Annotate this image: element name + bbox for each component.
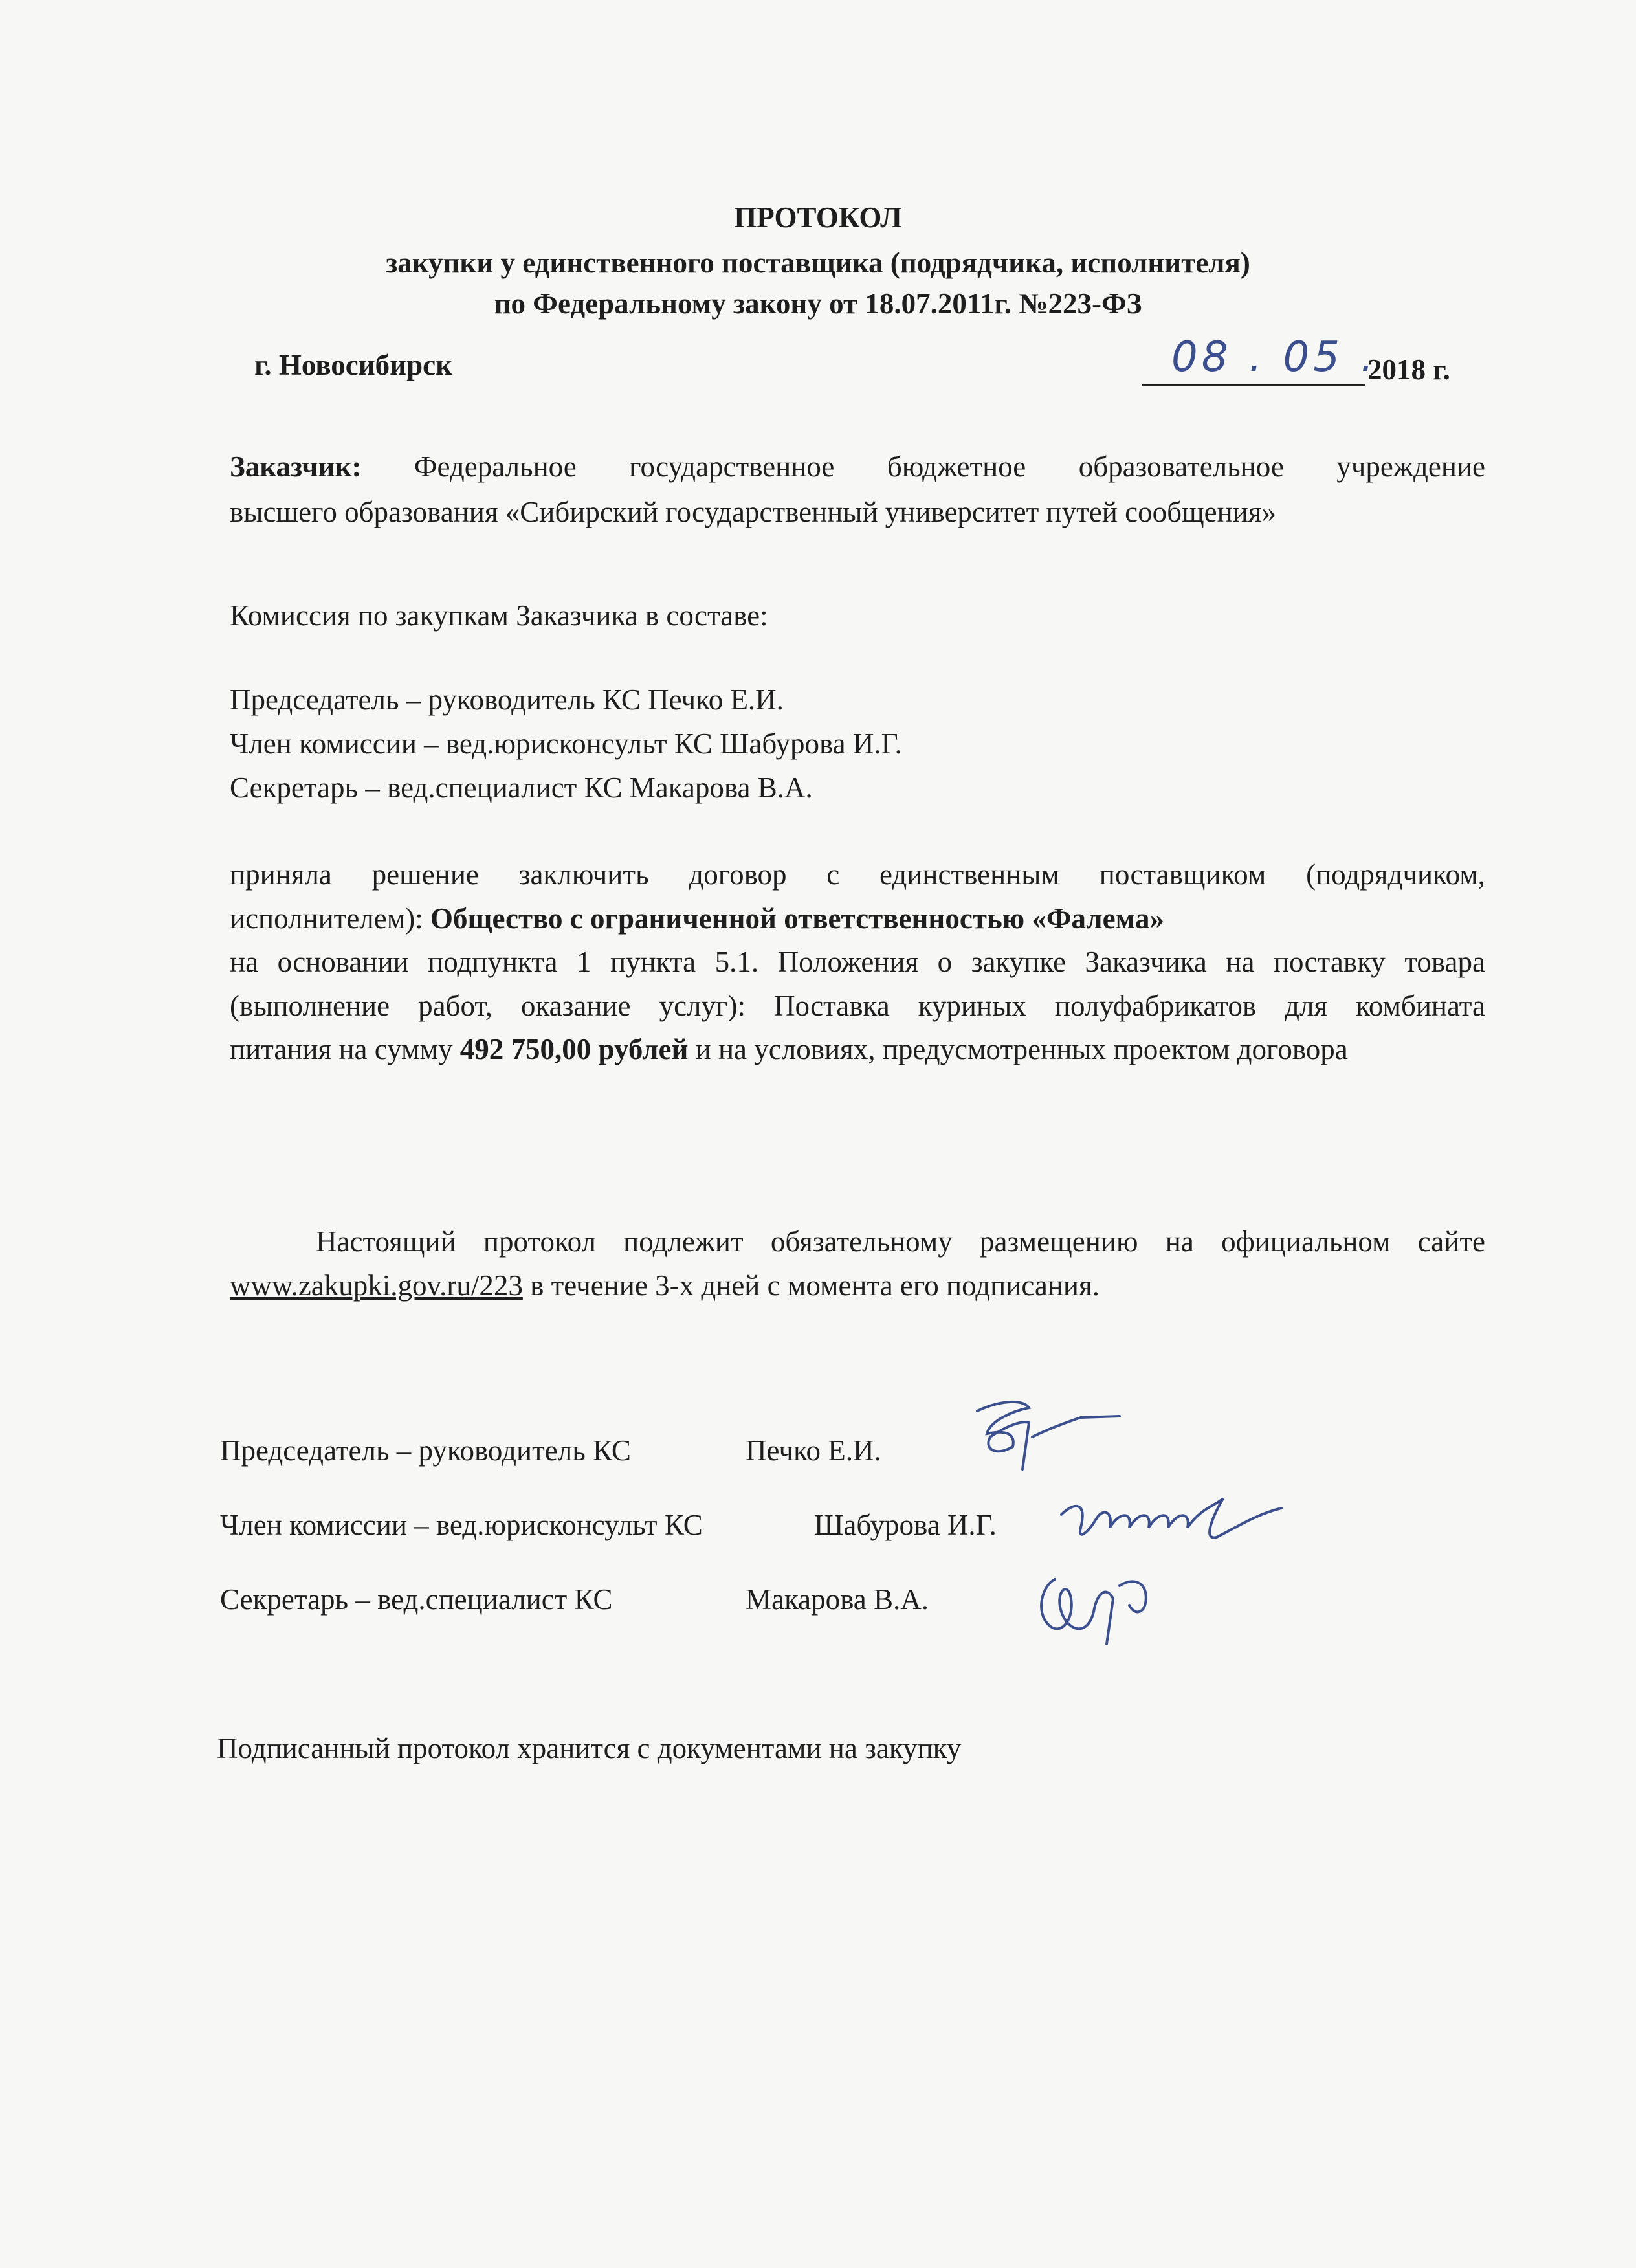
signature-lawyer-mark [1048, 1482, 1288, 1560]
decision-line-2-prefix: исполнителем): [230, 902, 423, 935]
signature-secretary-mark [1016, 1560, 1178, 1657]
decision-line-3: на основании подпункта 1 пункта 5.1. Положения о закупке Заказчика на поставку товара [230, 946, 1485, 978]
customer-label: Заказчик: [230, 450, 362, 483]
decision-line-5-suffix: и на условиях, предусмотренных проектом договора [695, 1033, 1348, 1065]
signature-role-secretary: Секретарь – вед.специалист КС [220, 1583, 613, 1616]
date-underline [1142, 384, 1365, 386]
commission-intro: Комиссия по закупкам Заказчика в составе: [230, 599, 768, 632]
decision-line-4: (выполнение работ, оказание услуг): Поставка куриных полуфабрикатов для комбината [230, 990, 1485, 1022]
contract-amount: 492 750,00 рублей [459, 1033, 689, 1065]
signature-chair-mark [951, 1385, 1126, 1482]
customer-line-1 [230, 447, 1485, 487]
customer-name-part-1: Федеральное государственное бюджетное образовательное учреждение [414, 450, 1485, 483]
publication-line-1: Настоящий протокол подлежит обязательному размещению на официальном сайте [316, 1225, 1485, 1258]
decision-line-5-prefix: питания на сумму [230, 1033, 453, 1065]
signature-name-secretary: Макарова В.А. [746, 1583, 929, 1616]
document-subtitle: закупки у единственного поставщика (подрядчика, исполнителя) [386, 247, 1250, 279]
customer-line-2: высшего образования «Сибирский государственный университет путей сообщения» [230, 496, 1276, 528]
signature-role-chair: Председатель – руководитель КС [220, 1434, 631, 1467]
law-reference: по Федеральному закону от 18.07.2011г. №223-ФЗ [494, 287, 1142, 320]
commission-member-chair: Председатель – руководитель КС Печко Е.И. [230, 684, 784, 716]
commission-member-secretary: Секретарь – вед.специалист КС Макарова В.А. [230, 772, 813, 804]
year: 2018 г. [1367, 353, 1450, 386]
handwritten-date: 08 . 05 . [1171, 333, 1378, 381]
storage-note: Подписанный протокол хранится с документами на закупку [217, 1732, 962, 1764]
zakupki-link[interactable]: www.zakupki.gov.ru/223 [230, 1269, 523, 1302]
signature-name-lawyer: Шабурова И.Г. [814, 1509, 997, 1541]
supplier-name: Общество с ограниченной ответственностью «Фалема» [430, 902, 1164, 935]
decision-line-5 [230, 1029, 1348, 1069]
signature-name-chair: Печко Е.И. [746, 1434, 881, 1467]
city: г. Новосибирск [254, 349, 452, 381]
decision-line-2 [230, 898, 1164, 939]
document-title: ПРОТОКОЛ [734, 201, 902, 234]
commission-member-lawyer: Член комиссии – вед.юрисконсульт КС Шабурова И.Г. [230, 728, 902, 760]
publication-line-2-suffix: в течение 3-х дней с момента его подписания. [530, 1269, 1100, 1302]
signature-role-lawyer: Член комиссии – вед.юрисконсульт КС [220, 1509, 703, 1541]
publication-line-2 [230, 1265, 1100, 1306]
decision-line-1: приняла решение заключить договор с единственным поставщиком (подрядчиком, [230, 858, 1485, 891]
